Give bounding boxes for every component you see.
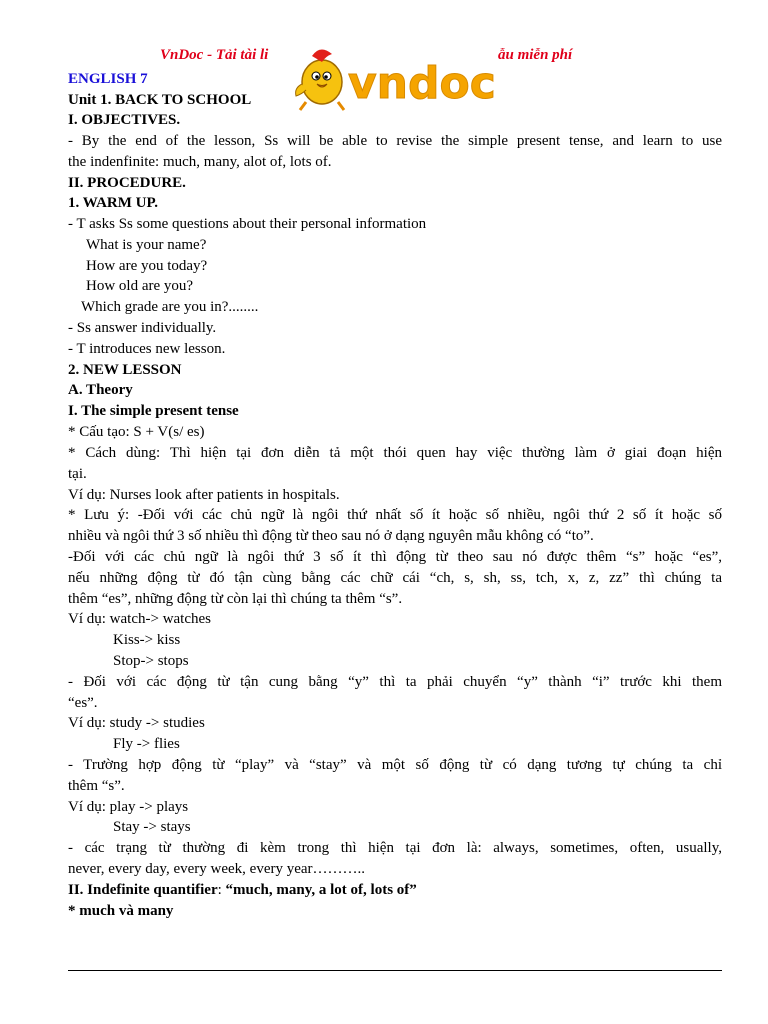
- example-4b: Stay -> stays: [113, 819, 191, 835]
- adverbs-line-2: never, every day, every week, every year………..: [68, 861, 366, 877]
- quantifier-heading-terms: “much, many, a lot of, lots of”: [225, 882, 417, 898]
- example-2b: Kiss-> kiss: [113, 632, 181, 648]
- procedure-heading: II. PROCEDURE.: [68, 175, 186, 191]
- warmup-line-1: - T asks Ss some questions about their personal information: [68, 216, 427, 232]
- note-line-3: -Đối với các chủ ngữ là ngôi thứ 3 số ít thì động từ theo sau nó được thêm “s” hoặc “es”,: [68, 549, 722, 565]
- y-rule-line-2: “es”.: [68, 695, 98, 711]
- simple-present-heading: I. The simple present tense: [68, 403, 239, 419]
- objective-line-1: - By the end of the lesson, Ss will be able to revise the simple present tense, and learn to use: [68, 133, 722, 149]
- question-4: Which grade are you in?........: [81, 299, 259, 315]
- new-lesson-heading: 2. NEW LESSON: [68, 362, 182, 378]
- example-2c: Stop-> stops: [113, 653, 189, 669]
- objectives-heading: I. OBJECTIVES.: [68, 112, 181, 128]
- banner-right-text: ẫu miễn phí: [498, 47, 573, 63]
- banner-left-text: VnDoc - Tải tài li: [160, 47, 269, 63]
- usage-line-2: tại.: [68, 466, 87, 482]
- example-3b: Fly -> flies: [113, 736, 180, 752]
- warmup-line-3: - T introduces new lesson.: [68, 341, 226, 357]
- adverbs-line-1: - các trạng từ thường đi kèm trong thì hiện tại đơn là: always, sometimes, often, usually,: [68, 840, 722, 856]
- logo-text: vndoc: [348, 58, 496, 109]
- note-line-2: nhiều và ngôi thứ 3 số nhiều thì động từ theo sau nó ở dạng nguyên mẫu không có “to”.: [68, 528, 594, 544]
- form-line: * Cấu tạo: S + V(s/ es): [68, 424, 205, 440]
- note-line-4: nếu những động từ đó tận cùng bằng các chữ cái “ch, s, sh, ss, tch, x, z, zz” thì chúng ta: [68, 570, 722, 586]
- quantifier-heading-colon: :: [217, 882, 226, 898]
- unit-title: Unit 1. BACK TO SCHOOL: [68, 92, 252, 108]
- question-2: How are you today?: [86, 258, 208, 274]
- note-line-5: thêm “es”, những động từ còn lại thì chúng ta thêm “s”.: [68, 591, 403, 607]
- play-rule-line-1: - Trường hợp động từ “play” và “stay” và một số động từ có dạng tương tự chúng ta chỉ: [68, 757, 722, 773]
- question-1: What is your name?: [86, 237, 207, 253]
- quantifier-heading-label: II. Indefinite quantifier: [68, 882, 218, 898]
- example-1: Ví dụ: Nurses look after patients in hospitals.: [68, 487, 340, 503]
- note-line-1: * Lưu ý: -Đối với các chủ ngữ là ngôi thứ nhất số ít hoặc số nhiều, ngôi thứ 2 số ít hoặc số: [68, 507, 722, 523]
- question-3: How old are you?: [86, 278, 194, 294]
- example-4: Ví dụ: play -> plays: [68, 799, 189, 815]
- much-many-heading: * much và many: [68, 903, 174, 919]
- subject-title: ENGLISH 7: [68, 71, 148, 87]
- vndoc-logo: [290, 44, 502, 112]
- theory-heading: A. Theory: [68, 382, 133, 398]
- play-rule-line-2: thêm “s”.: [68, 778, 125, 794]
- example-2: Ví dụ: watch-> watches: [68, 611, 211, 627]
- objective-line-2: the indenfinite: much, many, alot of, lots of.: [68, 154, 332, 170]
- y-rule-line-1: - Đối với các động từ tận cung bằng “y” thì ta phải chuyển “y” thành “i” trước khi them: [68, 674, 722, 690]
- usage-line-1: * Cách dùng: Thì hiện tại đơn diễn tả một thói quen hay việc thường làm ở giai đoạn hiện: [68, 445, 722, 461]
- footer-divider: [68, 970, 722, 971]
- warmup-line-2: - Ss answer individually.: [68, 320, 217, 336]
- warmup-heading: 1. WARM UP.: [68, 195, 159, 211]
- example-3: Ví dụ: study -> studies: [68, 715, 205, 731]
- quantifier-heading: [68, 881, 417, 899]
